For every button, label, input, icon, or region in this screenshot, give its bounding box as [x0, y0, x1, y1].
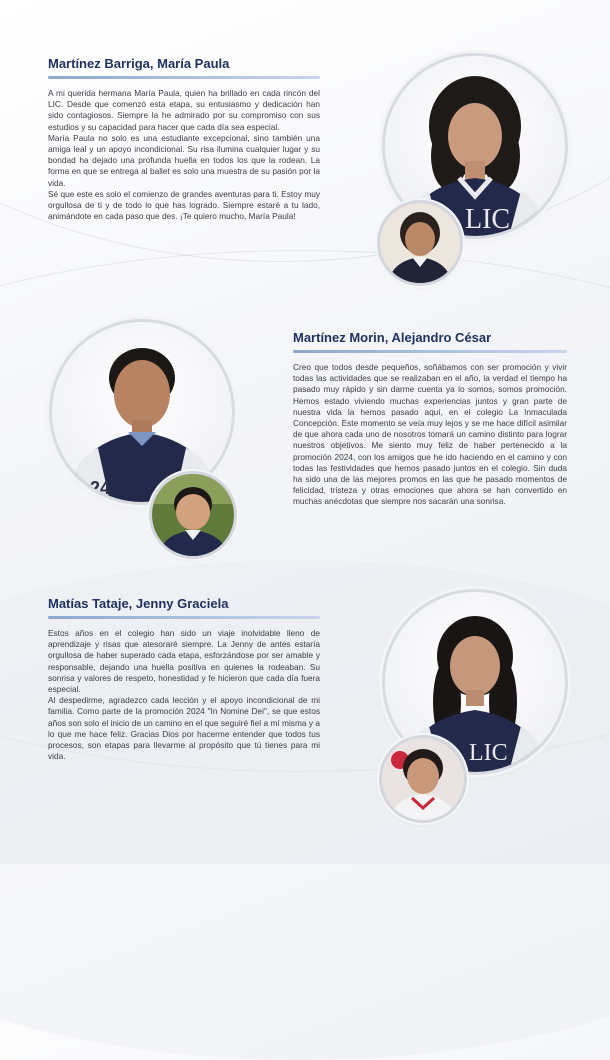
jacket-letters: LIC [469, 740, 508, 766]
student-given-name: María Paula [157, 56, 230, 71]
student-given-name: Alejandro César [391, 330, 492, 345]
dedication-paragraph: Estos años en el colegio han sido un viaje inolvidable lleno de aprendizaje y risas que atesoraré siempre. La Jenny de antes estaría orgullosa de haber superado cada etapa, esforzándose por ser amable y responsable, dejando una huella positiva en quienes la rodeaban. Su sonrisa y valores de respeto, honestidad y fe hicieron que cada día fuera especial. [48, 628, 320, 695]
student-entry-maria-paula [48, 56, 320, 222]
student-surname: Martínez Barriga, [48, 56, 154, 71]
dedication-paragraph: María Paula no solo es una estudiante excepcional, sino también una amiga leal y un apoyo incondicional. Su risa ilumina cualquier lugar y su bondad ha dejado una profunda huella en todos los que la rodean. La forma en que se entrega al ballet es solo una muestra de su pasión por la vida. [48, 132, 320, 188]
student-name [48, 596, 320, 611]
student-name [48, 56, 320, 71]
childhood-photo [382, 738, 464, 820]
name-underline [293, 350, 567, 353]
dedication-paragraph: Creo que todos desde pequeños, soñábamos con ser promoción y vivir todas las actividades que se realizaban en el año, la verdad el tiempo ha pasado muy rápido y sin darme cuenta ya lo somos, somos promoción. Hemos estado viviendo muchas experiencias juntos y gran parte de nuestra vida la hemos pasado aquí, en el colegio La Inmaculada Concepción. Este momento se veía muy lejos y se me hace difícil asimilar de que ahora cada uno de nosotros tomará un camino distinto para lograr nuestros objetivos. Me siento muy feliz de haber pertenecido a la promoción 2024, con los amigos que he ido haciendo en el camino y con todas las festividades que hemos pasado juntos en el colegio. Sin duda ha sido una de las mejores promos en las que he pasado momentos de felicidad, tristeza y otras emociones que ahora se han convertido en muchas anécdotas que siempre nos sacarán una sonrisa. [293, 362, 567, 507]
name-underline [48, 76, 320, 79]
student-entry-jenny-graciela [48, 596, 320, 762]
childhood-photo [152, 474, 234, 556]
name-underline [48, 616, 320, 619]
dedication-paragraph: Al despedirme, agradezco cada lección y el apoyo incondicional de mi familia. Como parte de la promoción 2024 "In Nomine Dei", se que estos años son solo el inicio de un camino en el que seguiré fiel a mí misma y a lo que me hace feliz. Gracias Dios por hacerme entender que todos tus procesos, son etapas para llevarme al propósito que tú tienes para mi vida. [48, 695, 320, 762]
student-given-name: Jenny Graciela [135, 596, 229, 611]
student-surname: Matías Tataje, [48, 596, 133, 611]
student-name [293, 330, 567, 345]
jacket-letters: LIC [465, 204, 511, 235]
dedication-paragraph: Sé que este es solo el comienzo de grandes aventuras para ti. Estoy muy orgullosa de ti y de todo lo que has logrado. Siempre estaré a tu lado, animándote en cada paso que des. ¡Te quiero mucho, María Paula! [48, 188, 320, 222]
childhood-photo [380, 203, 460, 283]
jacket-number: 24 [90, 478, 111, 498]
student-entry-alejandro-cesar [293, 330, 567, 508]
dedication-paragraph: A mi querida hermana María Paula, quien ha brillado en cada rincón del LIC. Desde que comenzó esta etapa, su entusiasmo y dedicación han sido contagiosos. Siempre la he admirado por su compromiso con sus estudios y su capacidad para hacer que cada día sea especial. [48, 88, 320, 132]
student-surname: Martínez Morin, [293, 330, 389, 345]
